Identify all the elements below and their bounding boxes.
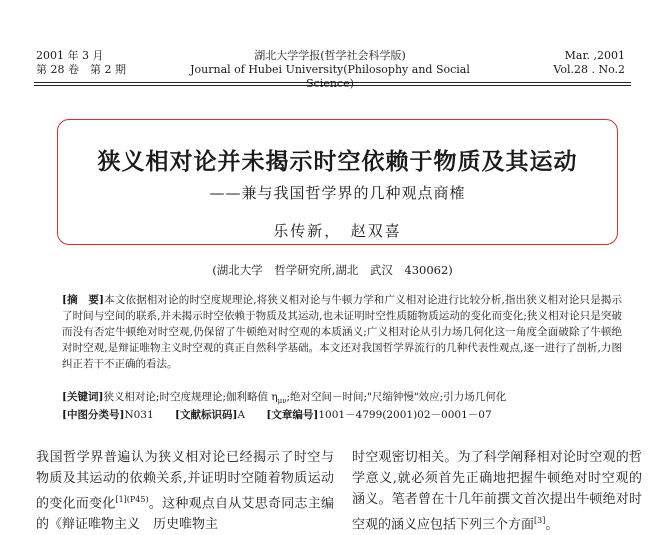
volume-issue-en: Vol.28 . No.2 <box>553 63 625 76</box>
abstract-label: [摘 要] <box>62 294 105 306</box>
clc-number: [中图分类号]N031 <box>62 409 154 421</box>
article-number: [文章编号]1001－4799(2001)02－0001－07 <box>266 409 492 421</box>
document-code: [文献标识码]A <box>175 409 246 421</box>
keywords-label: [关键词] <box>62 391 104 403</box>
running-header-right <box>553 49 625 77</box>
keywords-tail: ;绝对空间－时间;"尺缩钟慢"效应;引力场几何化 <box>286 391 507 403</box>
keywords-text: 狭义相对论;时空度规理论;伽利略值 η <box>103 391 278 403</box>
running-header-left <box>36 49 126 77</box>
article-subtitle: ——兼与我国哲学界的几种观点商榷 <box>209 184 466 202</box>
journal-name-en: Journal of Hubei University(Philosophy and Social Science) <box>190 63 470 90</box>
classification-line <box>62 407 622 423</box>
article-authors: 乐传新， 赵双喜 <box>273 222 402 240</box>
body-text-left-2: 。这种观点自从艾思奇同志主编的《辩证唯物主义 历史唯物主 <box>36 496 334 533</box>
body-column-right <box>352 447 642 535</box>
issue-date-en: Mar. ,2001 <box>564 49 625 62</box>
body-text-right-2: 。 <box>545 517 559 533</box>
issue-date: 2001 年 3 月 <box>36 49 104 62</box>
keywords-subscript: μν <box>277 397 287 406</box>
article-title: 狭义相对论并未揭示时空依赖于物质及其运动 <box>97 148 578 175</box>
citation-ref: [1](P45) <box>115 495 149 504</box>
body-text-left-1: 我国哲学界普遍认为狭义相对论已经揭示了时空与物质及其运动的依赖关系,并证明时空随着物质运动的变化而变化 <box>36 450 334 512</box>
header-rule-thin <box>34 85 631 86</box>
abstract <box>62 292 622 372</box>
body-column-left <box>36 447 334 535</box>
volume-issue: 第 28 卷 第 2 期 <box>36 63 126 76</box>
abstract-text: 本文依据相对论的时空度规理论,将狭义相对论与牛顿力学和广义相对论进行比较分析,指出狭义相对论只是揭示了时间与空间的联系,并未揭示时空依赖于物质及其运动,也未证明时空性质随物质运动的变化而变化;狭义相对论只是突破而没有否定牛顿绝对时空观,仍保留了牛顿绝对时空观的本质涵义;广义相对论从引力场几何化这一角度全面破除了牛顿绝对时空观,是辩证唯物主义时空观的真正自然科学基础。本文还对我国哲学界流行的几种代表性观点,逐一进行了剖析,力图纠正若干不正确的看法。 <box>62 294 622 370</box>
author-affiliation: (湖北大学 哲学研究所,湖北 武汉 430062) <box>212 263 453 277</box>
citation-ref: [3] <box>534 516 546 525</box>
header-rule <box>34 82 631 83</box>
journal-name-cn: 湖北大学学报(哲学社会科学版) <box>254 49 406 62</box>
body-text-right-1: 时空观密切相关。为了科学阐释相对论时空观的哲学意义,就必须首先正确地把握牛顿绝对时空观的涵义。笔者曾在十几年前撰文首次提出牛顿绝对时空观的涵义应包括下列三个方面 <box>352 450 642 533</box>
